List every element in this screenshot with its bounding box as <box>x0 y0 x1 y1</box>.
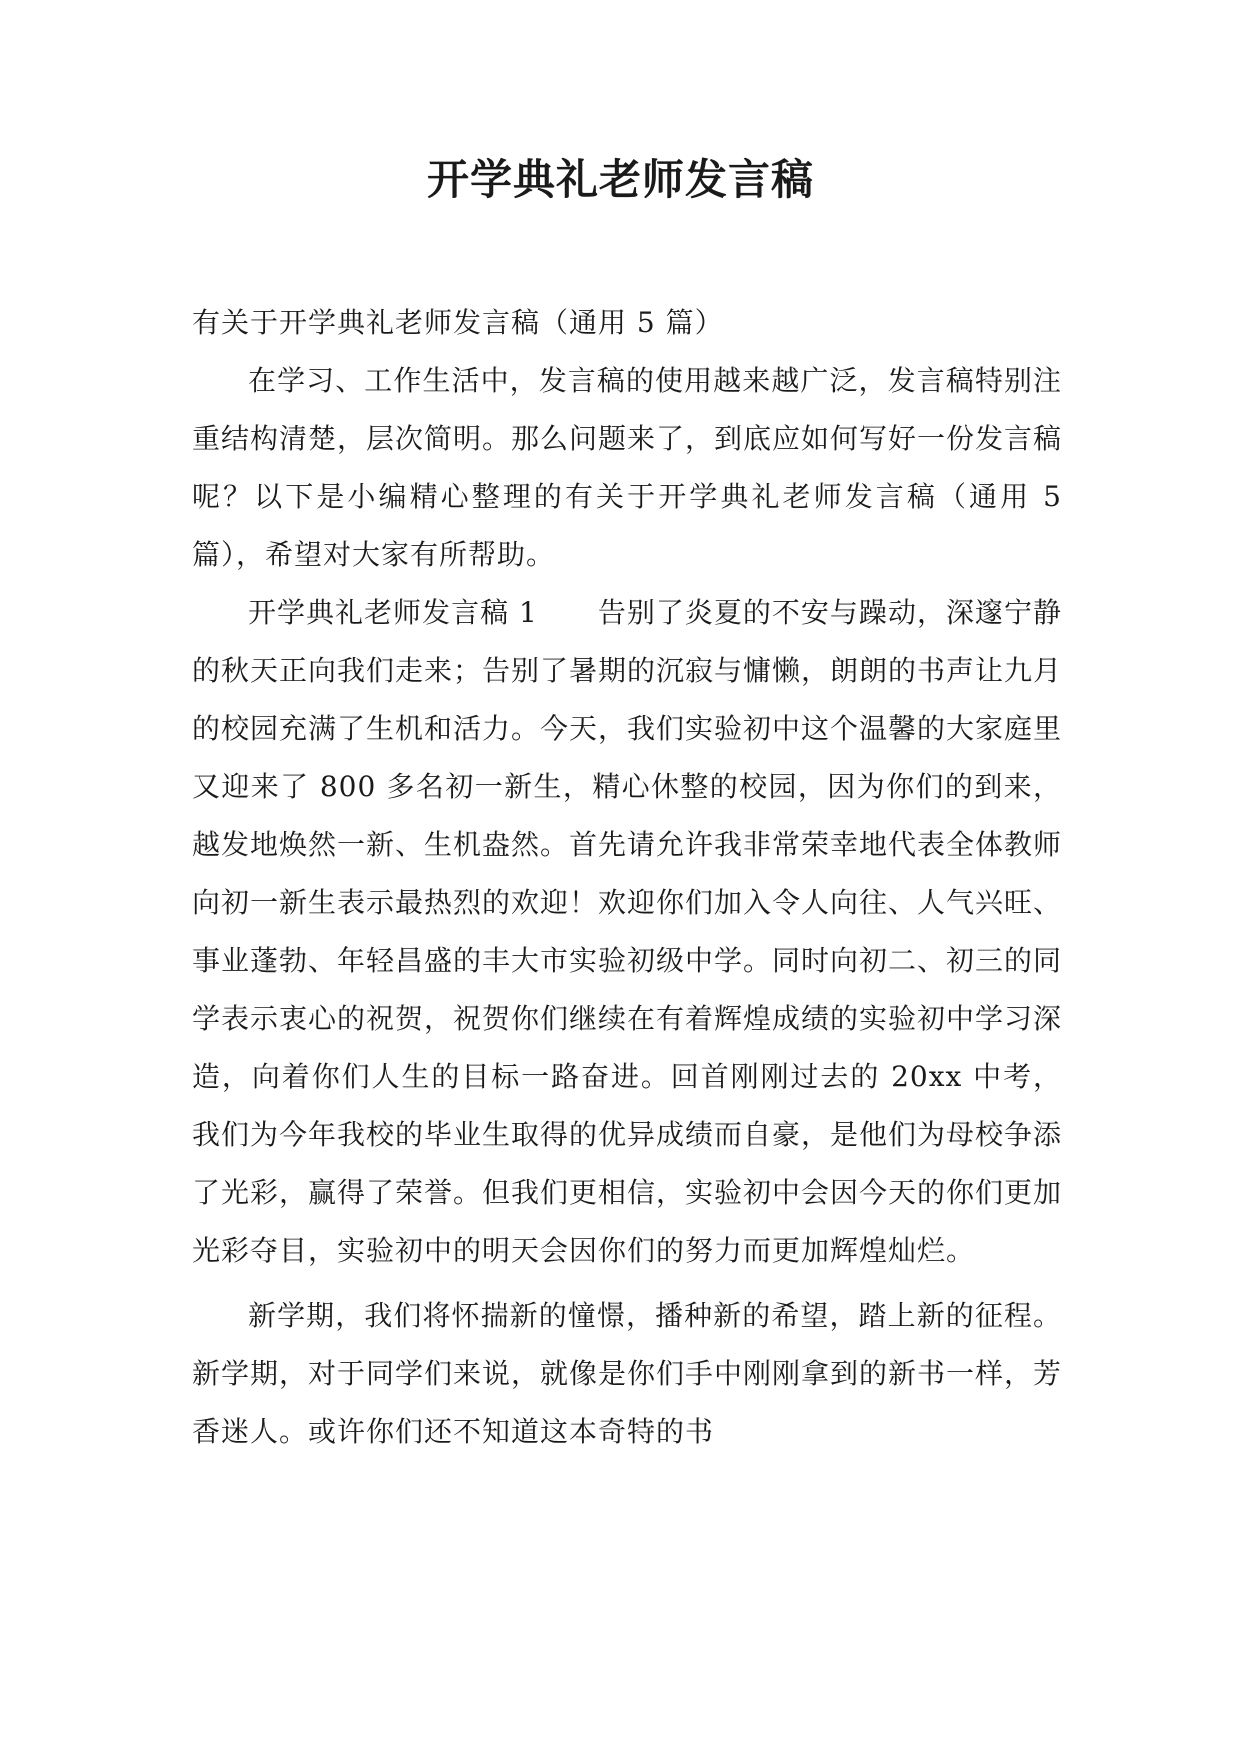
subtitle-line: 有关于开学典礼老师发言稿（通用 5 篇） <box>192 306 724 339</box>
section-1-heading: 开学典礼老师发言稿 1 <box>248 596 538 629</box>
section-1-paragraph <box>192 584 1062 1280</box>
document-title: 开学典礼老师发言稿 <box>426 155 814 204</box>
section-1-body: 告别了炎夏的不安与躁动，深邃宁静的秋天正向我们走来；告别了暑期的沉寂与慵懒，朗朗的书声让九月的校园充满了生机和活力。今天，我们实验初中这个温馨的大家庭里又迎来了 800 多名初一新生，精心休整的校园，因为你们的到来，越发地焕然一新、生机盎然。首先请允许我非常荣幸地代表全体教师向初一新生表示最热烈的欢迎！欢迎你们加入令人向往、人气兴旺、事业蓬勃、年轻昌盛的丰大市实验初级中学。同时向初二、初三的同学表示衷心的祝贺，祝贺你们继续在有着辉煌成绩的实验初中学习深造，向着你们人生的目标一路奋进。回首刚刚过去的 20xx 中考，我们为今年我校的毕业生取得的优异成绩而自豪，是他们为母校争添了光彩，赢得了荣誉。但我们更相信，实验初中会因今天的你们更加光彩夺目，实验初中的明天会因你们的努力而更加辉煌灿烂。 <box>192 596 1063 1267</box>
paragraph-3: 新学期，我们将怀揣新的憧憬，播种新的希望，踏上新的征程。新学期，对于同学们来说，就像是你们手中刚刚拿到的新书一样，芳香迷人。或许你们还不知道这本奇特的书 <box>192 1299 1063 1448</box>
intro-paragraph: 在学习、工作生活中，发言稿的使用越来越广泛，发言稿特别注重结构清楚，层次简明。那么问题来了，到底应如何写好一份发言稿呢？以下是小编精心整理的有关于开学典礼老师发言稿（通用 5 篇），希望对大家有所帮助。 <box>192 364 1063 571</box>
document-body <box>192 294 1062 1461</box>
